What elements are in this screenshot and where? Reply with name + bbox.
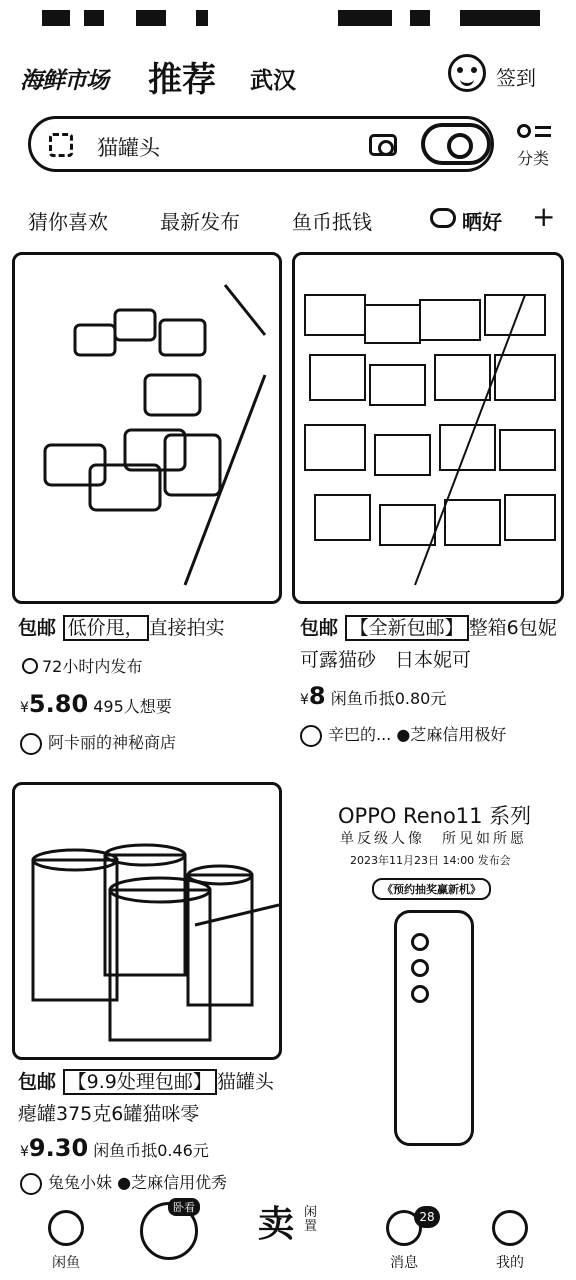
scan-icon[interactable]: [49, 133, 73, 157]
search-input[interactable]: 猫罐头: [97, 136, 160, 160]
nav-me[interactable]: [488, 1210, 532, 1272]
ad-subtitle: 单反级人像 所见如所愿: [340, 831, 527, 847]
credit-icon: ●: [396, 725, 411, 744]
title-prefix: 包邮: [18, 1071, 63, 1093]
clock-icon: [22, 658, 38, 674]
coin-discount: 闲鱼币抵0.46元: [93, 1141, 209, 1160]
signin-icon[interactable]: [448, 54, 486, 92]
message-badge: 28: [414, 1206, 440, 1228]
category-icon[interactable]: [517, 122, 551, 144]
title-prefix: 包邮: [18, 617, 63, 639]
product-photo[interactable]: [12, 782, 282, 1060]
add-tab-icon[interactable]: +: [532, 200, 556, 233]
nav-messages-label: 消息: [390, 1255, 418, 1271]
feed-tabs: [0, 198, 576, 242]
title-tag: 低价甩，: [63, 615, 149, 641]
show-icon: [430, 208, 456, 228]
smile-icon: [492, 1210, 528, 1246]
seller-avatar: [300, 725, 322, 747]
title-text: 直接拍实: [148, 617, 225, 639]
signin-label[interactable]: 签到: [496, 66, 536, 90]
price: ¥9.30: [20, 1134, 89, 1162]
seller-row[interactable]: [300, 722, 506, 747]
search-bar[interactable]: [28, 116, 494, 172]
title-prefix: 包邮: [300, 617, 345, 639]
want-count: 495人想要: [93, 697, 172, 716]
price: ¥5.80: [20, 690, 89, 718]
seller-name: 兔兔小妹: [48, 1173, 113, 1192]
brand-tab[interactable]: 海鲜市场: [20, 68, 108, 94]
product-title[interactable]: [300, 612, 562, 676]
product-title[interactable]: [18, 612, 278, 644]
product-photo[interactable]: [12, 252, 282, 604]
seller-row[interactable]: [20, 730, 176, 755]
title-tag: 【全新包邮】: [345, 615, 469, 641]
status-bar: [0, 0, 576, 40]
seller-avatar: [20, 1173, 42, 1195]
nav-home-label: 闲鱼: [52, 1255, 80, 1271]
coin-discount: 闲鱼币抵0.80元: [330, 689, 447, 708]
sell-button[interactable]: 卖: [258, 1204, 295, 1245]
product-photo[interactable]: [292, 252, 564, 604]
tab-latest[interactable]: 最新发布: [160, 210, 240, 234]
title-text: 猫罐头瘪罐375克6罐猫咪零: [18, 1071, 274, 1125]
credit-icon: ●: [117, 1173, 132, 1192]
tab-guess-you-like[interactable]: 猜你喜欢: [28, 210, 108, 234]
tab-show[interactable]: 晒好: [462, 210, 502, 234]
tab-recommend[interactable]: 推荐: [148, 60, 216, 100]
tab-fish-coin[interactable]: 鱼币抵钱: [292, 210, 372, 234]
nav-home[interactable]: [44, 1210, 88, 1272]
product-title[interactable]: [18, 1066, 280, 1130]
ad-date: 2023年11月23日 14:00 发布会: [350, 854, 511, 867]
title-text: 整箱6包妮可露猫砂 日本妮可: [300, 617, 557, 671]
nav-me-label: 我的: [496, 1255, 524, 1271]
top-header: [0, 48, 576, 104]
price: ¥8: [300, 682, 326, 710]
seller-credit: 芝麻信用极好: [410, 725, 507, 744]
price-row: [20, 690, 172, 718]
home-icon: [48, 1210, 84, 1246]
title-tag: 【9.9处理包邮】: [63, 1069, 217, 1095]
seller-name: 辛巴的...: [328, 725, 392, 744]
tab-city[interactable]: 武汉: [250, 68, 296, 94]
seller-avatar: [20, 733, 42, 755]
bottom-nav: [0, 1196, 576, 1280]
post-time: 72小时内发布: [22, 654, 142, 677]
avatar-tag: 卧看: [168, 1198, 200, 1216]
camera-icon[interactable]: [369, 134, 397, 156]
category-label[interactable]: 分类: [517, 149, 550, 168]
ad-reserve-button[interactable]: 《预约抽奖赢新机》: [372, 878, 491, 900]
price-row: [300, 682, 446, 710]
search-button[interactable]: [421, 123, 491, 165]
phone-image: [394, 910, 474, 1146]
seller-name: 阿卡丽的神秘商店: [48, 733, 177, 752]
ad-title: OPPO Reno11 系列: [338, 804, 532, 828]
seller-row[interactable]: [20, 1170, 270, 1195]
seller-credit: 芝麻信用优秀: [131, 1173, 228, 1192]
price-row: [20, 1134, 209, 1162]
sell-sub-label: 闲置: [304, 1205, 318, 1234]
